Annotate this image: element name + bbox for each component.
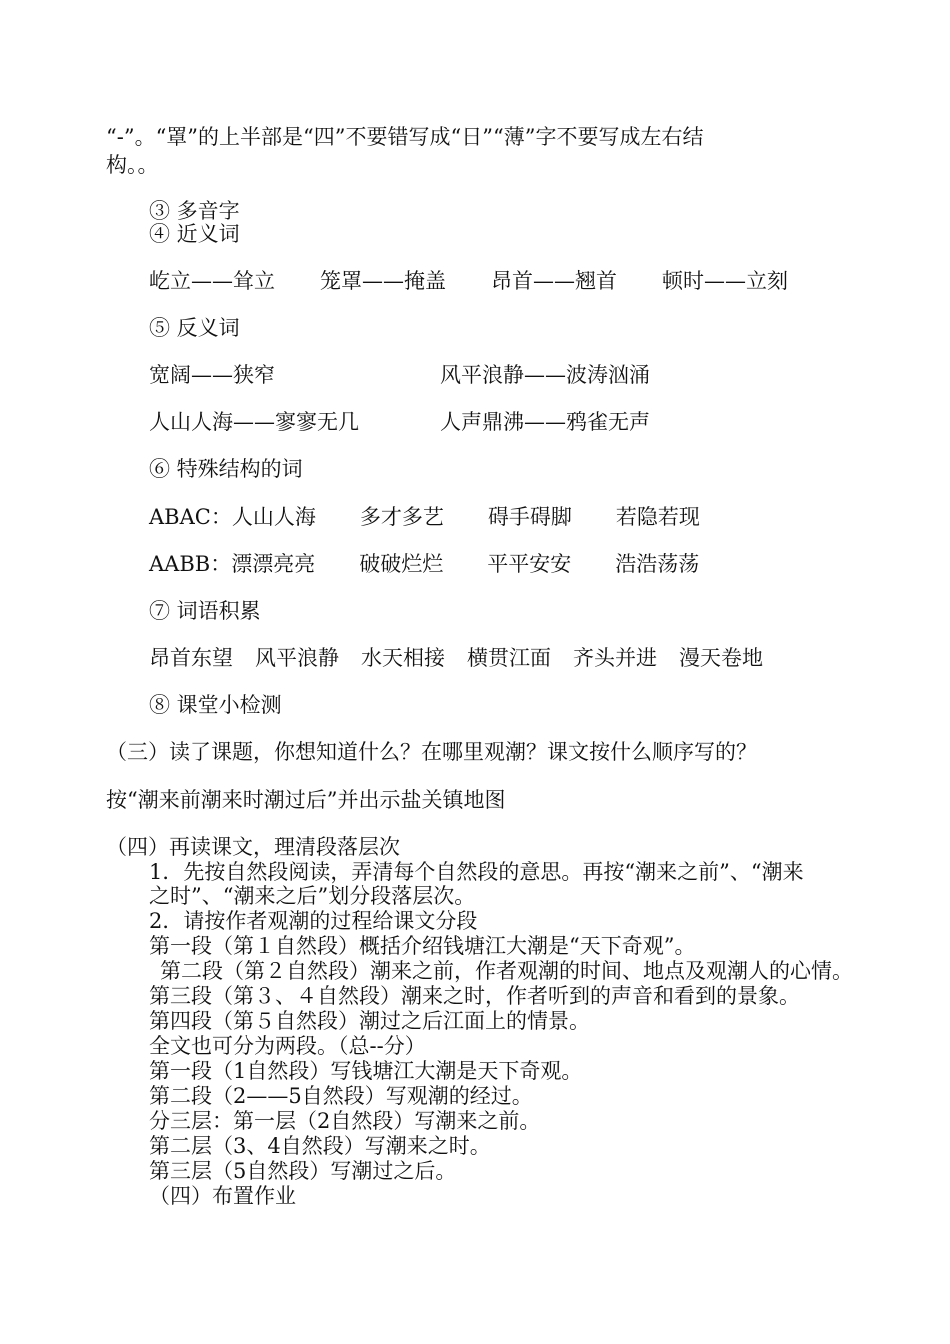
word-pair: 顿时——立刻 <box>662 269 788 293</box>
word: 风平浪静 <box>255 646 339 670</box>
paragraph-line: 第二段（第２自然段）潮来之前，作者观潮的时间、地点及观潮人的心情。 <box>160 959 853 983</box>
paragraph-line: 第二段（2——5自然段）写观潮的经过。 <box>149 1084 533 1108</box>
paragraph-line: 分三层：第一层（2自然段）写潮来之前。 <box>149 1109 541 1133</box>
word-pair: 昂首——翘首 <box>491 269 617 293</box>
aabb-row <box>149 552 699 576</box>
paragraph-line: 按“潮来前潮来时潮过后”并出示盐关镇地图 <box>106 788 506 812</box>
word: 碍手碍脚 <box>487 505 572 529</box>
word-pair: 风平浪静——波涛汹涌 <box>440 363 650 387</box>
paragraph-line: 第一段（第１自然段）概括介绍钱塘江大潮是“天下奇观”。 <box>149 934 696 958</box>
section-heading-special-structure: ⑥ 特殊结构的词 <box>149 457 303 481</box>
antonym-row <box>440 363 650 387</box>
antonym-row <box>440 410 650 434</box>
word: 水天相接 <box>361 646 445 670</box>
word: 若隐若现 <box>615 505 700 529</box>
word: 横贯江面 <box>467 646 551 670</box>
word: 漂漂亮亮 <box>231 552 316 576</box>
antonym-row <box>149 410 359 434</box>
paragraph-line: 第二层（3、4自然段）写潮来之时。 <box>149 1134 491 1158</box>
section-heading-accumulation: ⑦ 词语积累 <box>149 599 261 623</box>
word: 人山人海 <box>231 505 316 529</box>
word: 齐头并进 <box>573 646 657 670</box>
section-heading-polyphone: ③ 多音字 <box>149 199 240 223</box>
paragraph-line: 之时”、“潮来之后”划分段落层次。 <box>149 884 476 908</box>
pattern-label: AABB： <box>149 552 232 576</box>
word-pair: 人山人海——寥寥无几 <box>149 410 359 434</box>
word: 昂首东望 <box>149 646 233 670</box>
paragraph-line: 全文也可分为两段。（总--分） <box>149 1034 426 1058</box>
abac-row <box>149 505 700 529</box>
word-pair: 人声鼎沸——鸦雀无声 <box>440 410 650 434</box>
section-heading: （四）布置作业 <box>149 1184 296 1208</box>
section-heading-synonyms: ④ 近义词 <box>149 222 240 246</box>
word: 浩浩荡荡 <box>615 552 700 576</box>
word: 破破烂烂 <box>359 552 444 576</box>
accumulation-row <box>149 646 763 670</box>
section-heading-antonyms: ⑤ 反义词 <box>149 316 240 340</box>
paragraph-line: （三）读了课题，你想知道什么？在哪里观潮？课文按什么顺序写的？ <box>106 740 757 764</box>
paragraph-line: 第三层（5自然段）写潮过之后。 <box>149 1159 457 1183</box>
word-pair: 笼罩——掩盖 <box>320 269 446 293</box>
word-pair: 宽阔——狭窄 <box>149 363 275 387</box>
paragraph-line: 2．请按作者观潮的过程给课文分段 <box>149 909 478 933</box>
word: 平平安安 <box>487 552 572 576</box>
word: 漫天卷地 <box>679 646 763 670</box>
paragraph-line: 第四段（第５自然段）潮过之后江面上的情景。 <box>149 1009 590 1033</box>
paragraph-line: 第一段（1自然段）写钱塘江大潮是天下奇观。 <box>149 1059 583 1083</box>
section-heading: （四）再读课文，理清段落层次 <box>106 835 400 859</box>
word: 多才多艺 <box>359 505 444 529</box>
antonym-row <box>149 363 275 387</box>
word-pair: 屹立——耸立 <box>149 269 275 293</box>
synonym-row <box>149 269 788 293</box>
section-heading-quiz: ⑧ 课堂小检测 <box>149 693 282 717</box>
paragraph-line: “-”。“罩”的上半部是“四”不要错写成“日”“薄”字不要写成左右结 <box>106 125 704 149</box>
paragraph-line: 构。。 <box>106 153 159 177</box>
paragraph-line: 第三段（第３、４自然段）潮来之时，作者听到的声音和看到的景象。 <box>149 984 800 1008</box>
paragraph-line: 1．先按自然段阅读，弄清每个自然段的意思。再按“潮来之前”、“潮来 <box>149 860 804 884</box>
pattern-label: ABAC： <box>149 505 232 529</box>
